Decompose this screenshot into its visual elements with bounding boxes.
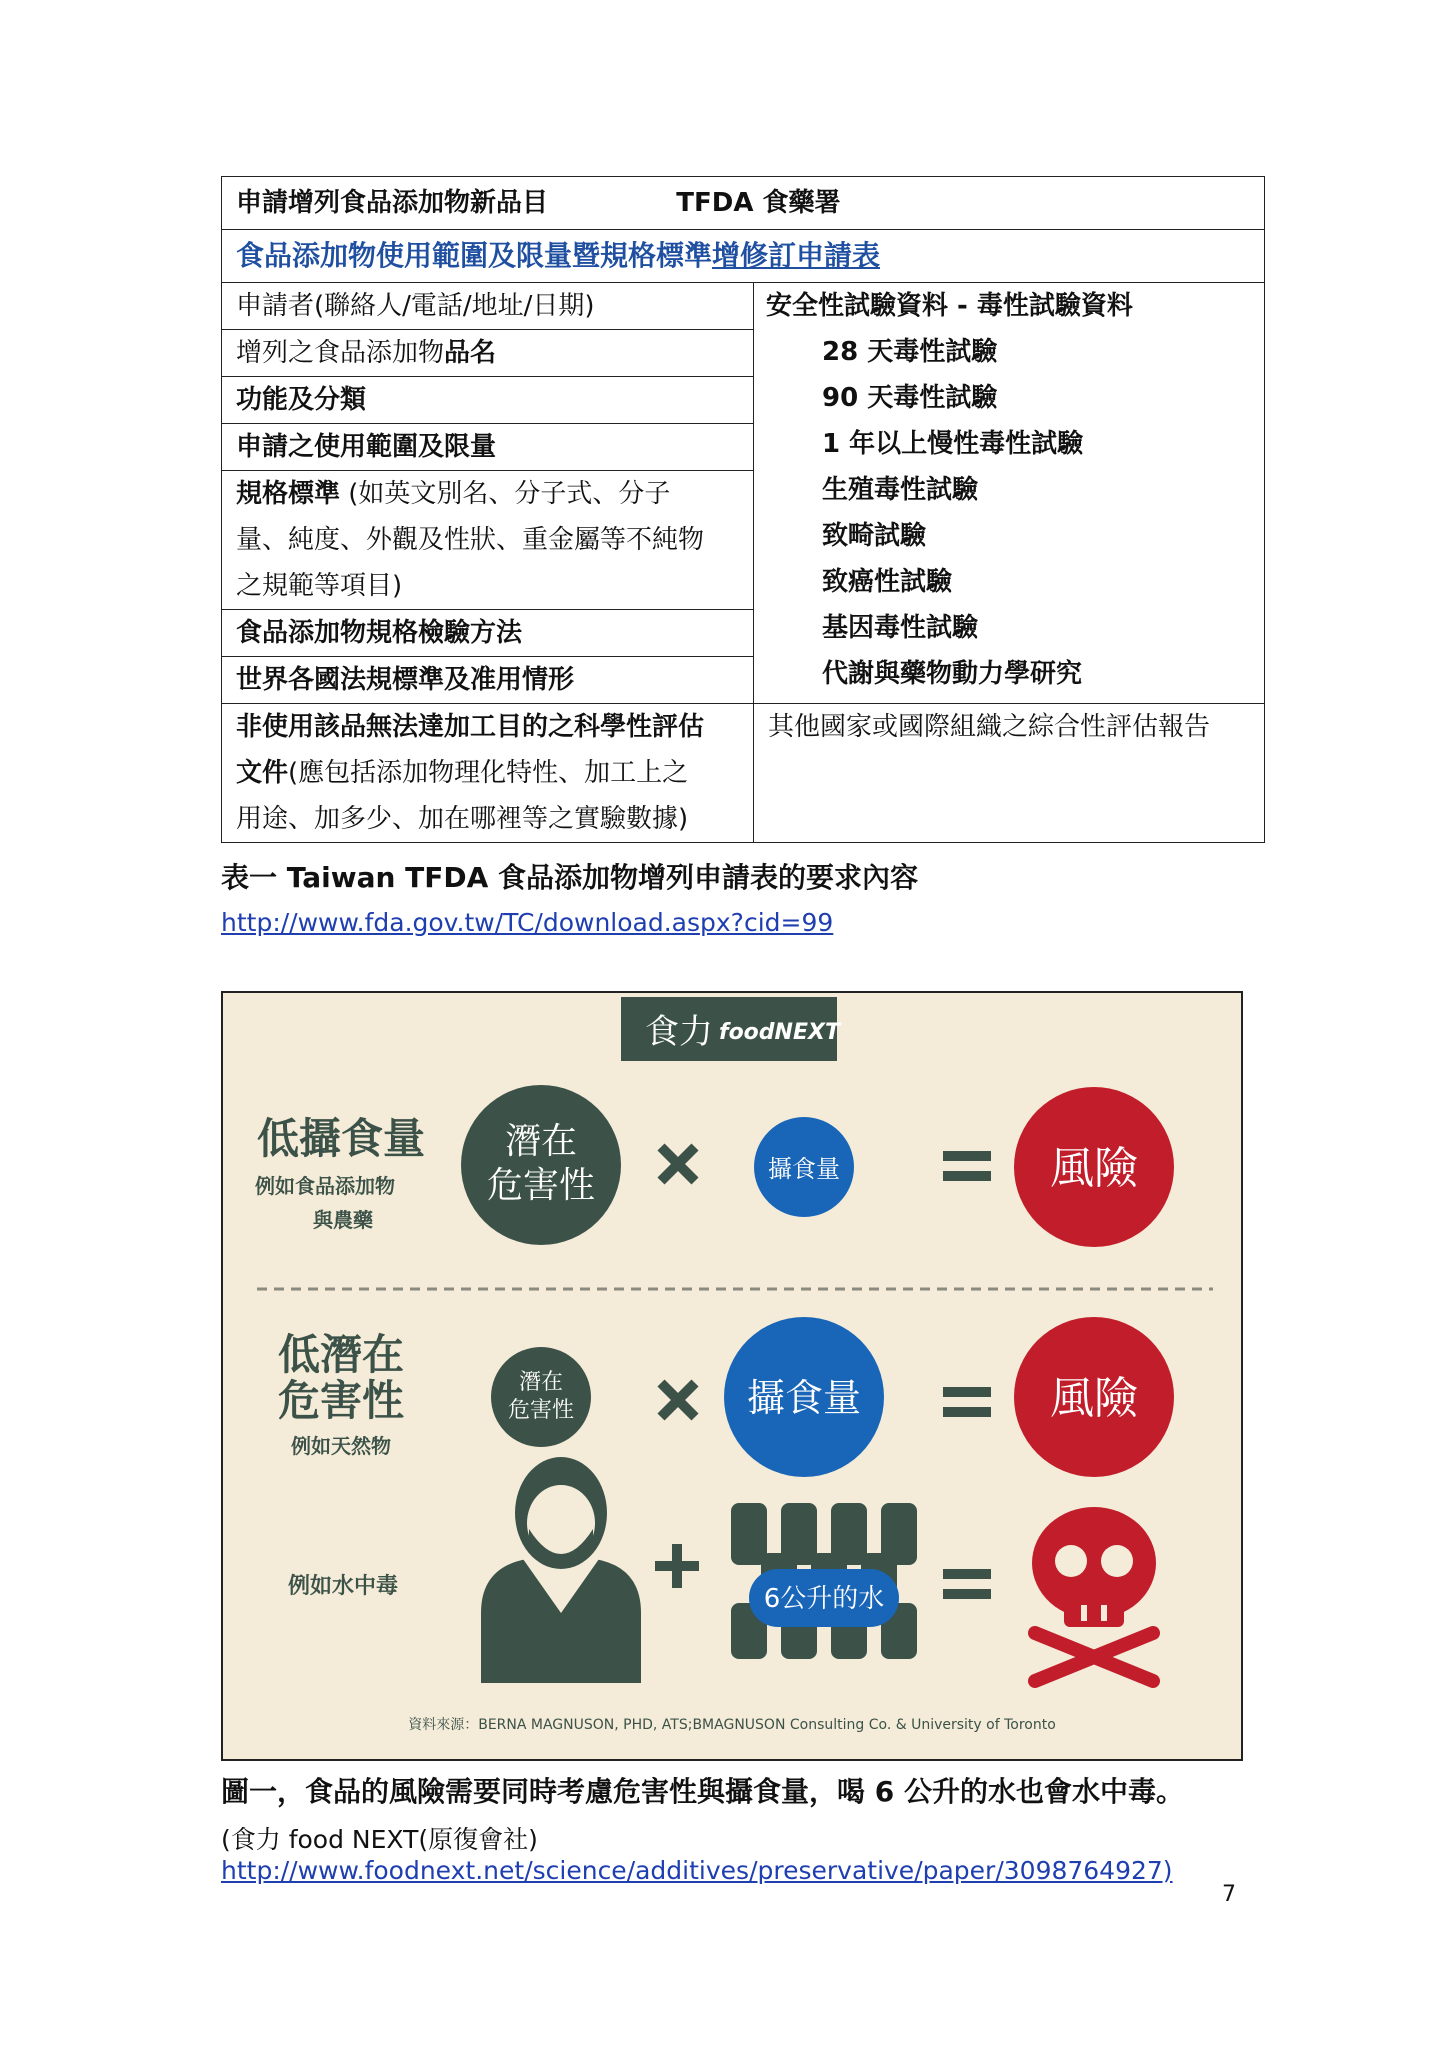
table-header-right: TFDA 食藥署: [676, 188, 841, 218]
row3-label: 例如水中毒: [287, 1574, 399, 1599]
tfda-download-link[interactable]: http://www.fda.gov.tw/TC/download.aspx?cid=99: [221, 908, 834, 937]
table-header-row: [222, 177, 1265, 230]
safety-item: 基因毒性試驗: [822, 613, 979, 643]
water-badge-label: 6公升的水: [763, 1584, 885, 1614]
safety-item: 90 天毒性試驗: [822, 383, 998, 413]
row1-sub2: 與農藥: [313, 1208, 373, 1232]
safety-item: 代謝與藥物動力學研究: [822, 659, 1083, 689]
table-cell-text: 增列之食品添加物: [236, 338, 445, 368]
row1-title: 低攝食量: [256, 1114, 426, 1163]
table-cell-applicant: [222, 283, 754, 330]
skull-crossbones-icon: [1032, 1507, 1156, 1681]
table-subtitle-a: 食品添加物使用範圍及限量暨規格標準: [236, 239, 713, 272]
table-cell-text: 食品添加物規格檢驗方法: [236, 618, 523, 648]
table-cell-test-method: [222, 610, 754, 657]
times-icon: [661, 1383, 695, 1417]
table-cell-text: 世界各國法規標準及准用情形: [236, 665, 575, 695]
equals-icon: [943, 1387, 991, 1417]
figure-source: [221, 1820, 1448, 1885]
table-cell-text-bold: 非使用該品無法達加工目的之科學性評估: [236, 712, 705, 742]
infographic-source: 資料來源：BERNA MAGNUSON, PHD, ATS;BMAGNUSON Consulting Co. & University of Toronto: [408, 1717, 1056, 1733]
table-cell-text: 申請之使用範圍及限量: [236, 432, 497, 462]
table-cell-function: [222, 377, 754, 424]
table-cell-text: 之規範等項目): [236, 571, 403, 601]
table-cell-text: 功能及分類: [236, 385, 367, 415]
table-subtitle: [222, 230, 1265, 283]
row2-title-line2: 危害性: [277, 1376, 405, 1425]
row2-hazard-line2: 危害性: [507, 1398, 575, 1423]
row2-hazard-line1: 潛在: [518, 1370, 564, 1395]
table-cell-additive-name: [222, 330, 754, 377]
infographic-canvas: [223, 993, 1241, 1759]
table-cell-text-bold: 文件: [236, 758, 289, 788]
plus-icon: [655, 1544, 699, 1588]
safety-item: 28 天毒性試驗: [822, 337, 998, 367]
figure-source-text: (食力 food NEXT(原復會社): [221, 1825, 538, 1854]
table-cell-scientific-evaluation: [222, 704, 754, 843]
table-cell-world-regulations: [222, 657, 754, 704]
row2-intake-label: 攝食量: [746, 1376, 862, 1420]
row1-hazard-line2: 危害性: [486, 1165, 596, 1206]
figure-caption: 圖一，食品的風險需要同時考慮危害性與攝食量，喝 6 公升的水也會水中毒。: [221, 1775, 1184, 1808]
table-subtitle-b: 增修訂申請表: [712, 239, 881, 272]
application-table: [221, 176, 1265, 843]
safety-item: 致癌性試驗: [822, 567, 953, 597]
safety-item: 致畸試驗: [822, 521, 927, 551]
table-cell-other-reports: [754, 704, 1265, 843]
row2-title-line1: 低潛在: [277, 1330, 405, 1379]
table-cell-text: 其他國家或國際組織之綜合性評估報告: [768, 712, 1211, 742]
table-caption: 表一 Taiwan TFDA 食品添加物增列申請表的要求內容: [221, 861, 919, 894]
table-cell-text: (如英文別名、分子式、分子: [340, 479, 671, 509]
safety-data-heading: 安全性試驗資料 - 毒性試驗資料: [766, 291, 1133, 321]
row2-risk-label: 風險: [1050, 1373, 1138, 1424]
table-cell-text: 用途、加多少、加在哪裡等之實驗數據): [236, 804, 689, 834]
safety-item: 生殖毒性試驗: [822, 475, 979, 505]
foodnext-link[interactable]: http://www.foodnext.net/science/additives/preservative/paper/3098764927): [221, 1856, 1173, 1885]
equals-icon: [943, 1151, 991, 1181]
row1-risk-label: 風險: [1050, 1143, 1138, 1194]
row2-hazard-circle: [491, 1347, 591, 1447]
logo-cn: 食力: [645, 1012, 713, 1052]
table-cell-text-bold: 品名: [444, 338, 497, 368]
row1-hazard-line1: 潛在: [504, 1121, 578, 1162]
times-icon: [661, 1147, 695, 1181]
table-cell-text: (應包括添加物理化特性、加工上之: [288, 758, 689, 788]
table-cell-text-bold: 規格標準: [236, 479, 341, 509]
row1-intake-label: 攝食量: [768, 1155, 840, 1183]
table-cell-safety-data: [754, 283, 1265, 704]
table-cell-usage-scope: [222, 424, 754, 471]
logo-en: foodNEXT: [719, 1020, 840, 1045]
person-icon: [481, 1457, 641, 1683]
table-cell-text: 申請者(聯絡人/電話/地址/日期): [236, 291, 595, 321]
equals-icon: [943, 1569, 991, 1599]
table-header-left: 申請增列食品添加物新品目: [236, 188, 549, 218]
risk-infographic: [221, 991, 1243, 1761]
table-cell-spec-standard: [222, 471, 754, 610]
row2-sub: 例如天然物: [291, 1434, 391, 1458]
safety-item: 1 年以上慢性毒性試驗: [822, 429, 1084, 459]
page-number: 7: [1222, 1882, 1236, 1907]
row1-sub1: 例如食品添加物: [255, 1174, 395, 1198]
table-cell-text: 量、純度、外觀及性狀、重金屬等不純物: [236, 525, 705, 555]
